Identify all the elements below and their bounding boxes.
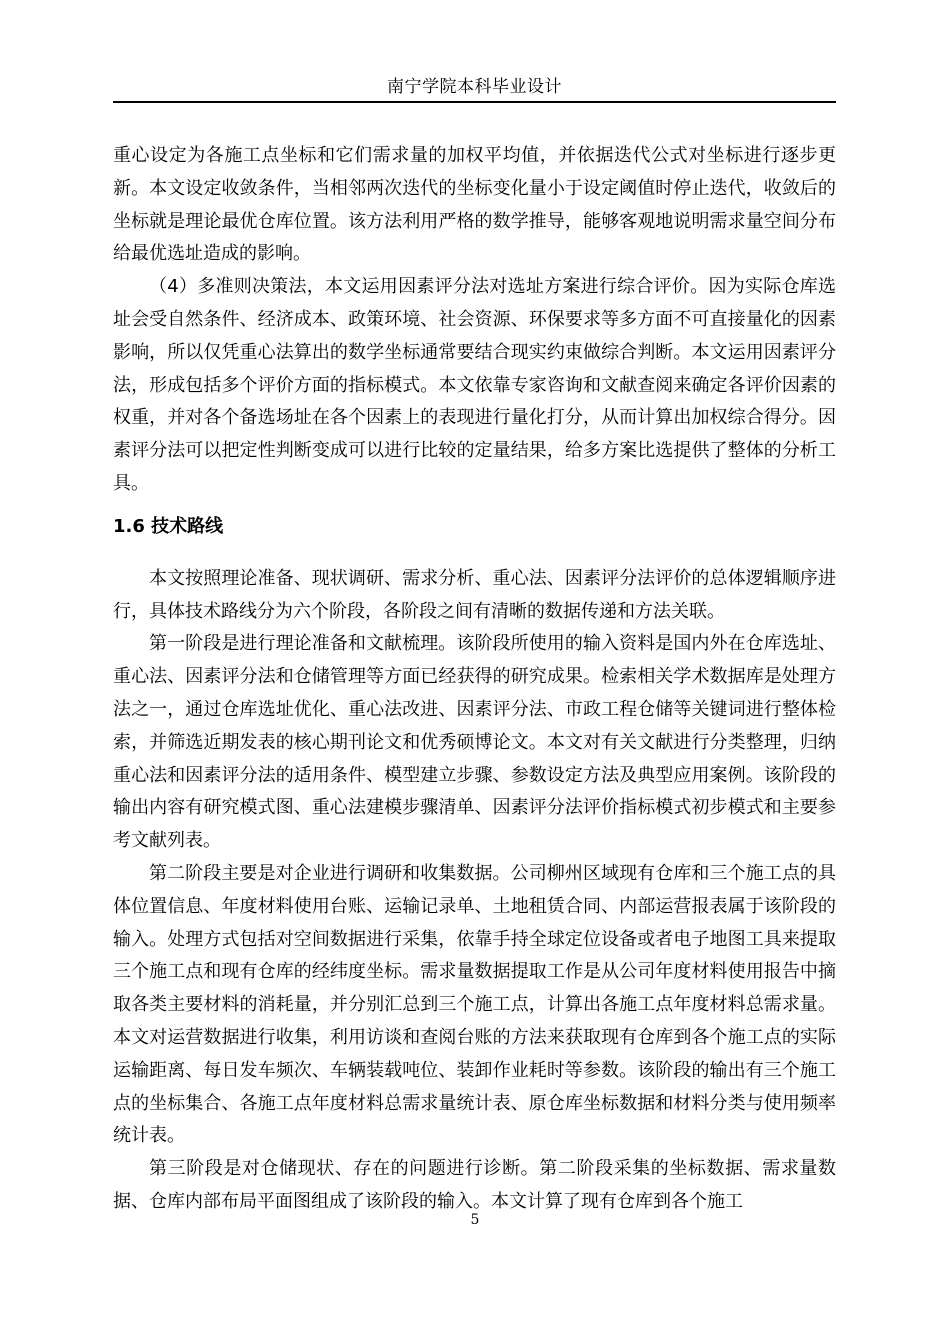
body-paragraph: 第三阶段是对仓储现状、存在的问题进行诊断。第二阶段采集的坐标数据、需求量数据、仓库内部布局平面图组成了该阶段的输入。本文计算了现有仓库到各个施工 xyxy=(113,1158,836,1212)
body-paragraph: 本文按照理论准备、现状调研、需求分析、重心法、因素评分法评价的总体逻辑顺序进行，具体技术路线分为六个阶段，各阶段之间有清晰的数据传递和方法关联。 xyxy=(113,567,836,622)
main-content xyxy=(113,140,836,1219)
header-rule xyxy=(113,101,836,103)
body-paragraph: 第二阶段主要是对企业进行调研和收集数据。公司柳州区域现有仓库和三个施工点的具体位置信息、年度材料使用台账、运输记录单、土地租赁合同、内部运营报表属于该阶段的输入。处理方式包括对空间数据进行采集，依靠手持全球定位设备或者电子地图工具来提取三个施工点和现有仓库的经纬度坐标。需求量数据提取工作是从公司年度材料使用报告中摘取各类主要材料的消耗量，并分别汇总到三个施工点，计算出各施工点年度材料总需求量。本文对运营数据进行收集，利用访谈和查阅台账的方法来获取现有仓库到各个施工点的实际运输距离、每日发车频次、车辆装载吨位、装卸作业耗时等参数。该阶段的输出有三个施工点的坐标集合、各施工点年度材料总需求量统计表、原仓库坐标数据和材料分类与使用频率统计表。 xyxy=(113,862,836,1147)
body-paragraph: 重心设定为各施工点坐标和它们需求量的加权平均值，并依据迭代公式对坐标进行逐步更新。本文设定收敛条件，当相邻两次迭代的坐标变化量小于设定阈值时停止迭代，收敛后的坐标就是理论最优仓库位置。该方法利用严格的数学推导，能够客观地说明需求量空间分布给最优选址造成的影响。 xyxy=(113,145,836,265)
page-number: 5 xyxy=(470,1212,480,1228)
page-header: 南宁学院本科毕业设计 xyxy=(387,77,562,97)
heading-spacer xyxy=(113,543,836,563)
body-paragraph: （4）多准则决策法，本文运用因素评分法对选址方案进行综合评价。因为实际仓库选址会受自然条件、经济成本、政策环境、社会资源、环保要求等多方面不可直接量化的因素影响，所以仅凭重心法算出的数学坐标通常要结合现实约束做综合判断。本文运用因素评分法，形成包括多个评价方面的指标模式。本文依靠专家咨询和文献查阅来确定各评价因素的权重，并对各个备选场址在各个因素上的表现进行量化打分，从而计算出加权综合得分。因素评分法可以把定性判断变成可以进行比较的定量结果，给多方案比选提供了整体的分析工具。 xyxy=(113,276,836,494)
section-heading: 1.6 技术路线 xyxy=(113,515,224,537)
body-paragraph: 第一阶段是进行理论准备和文献梳理。该阶段所使用的输入资料是国内外在仓库选址、重心法、因素评分法和仓储管理等方面已经获得的研究成果。检索相关学术数据库是处理方法之一，通过仓库选址优化、重心法改进、因素评分法、市政工程仓储等关键词进行整体检索，并筛选近期发表的核心期刊论文和优秀硕博论文。本文对有关文献进行分类整理，归纳重心法和因素评分法的适用条件、模型建立步骤、参数设定方法及典型应用案例。该阶段的输出内容有研究模式图、重心法建模步骤清单、因素评分法评价指标模式初步模式和主要参考文献列表。 xyxy=(113,633,836,852)
